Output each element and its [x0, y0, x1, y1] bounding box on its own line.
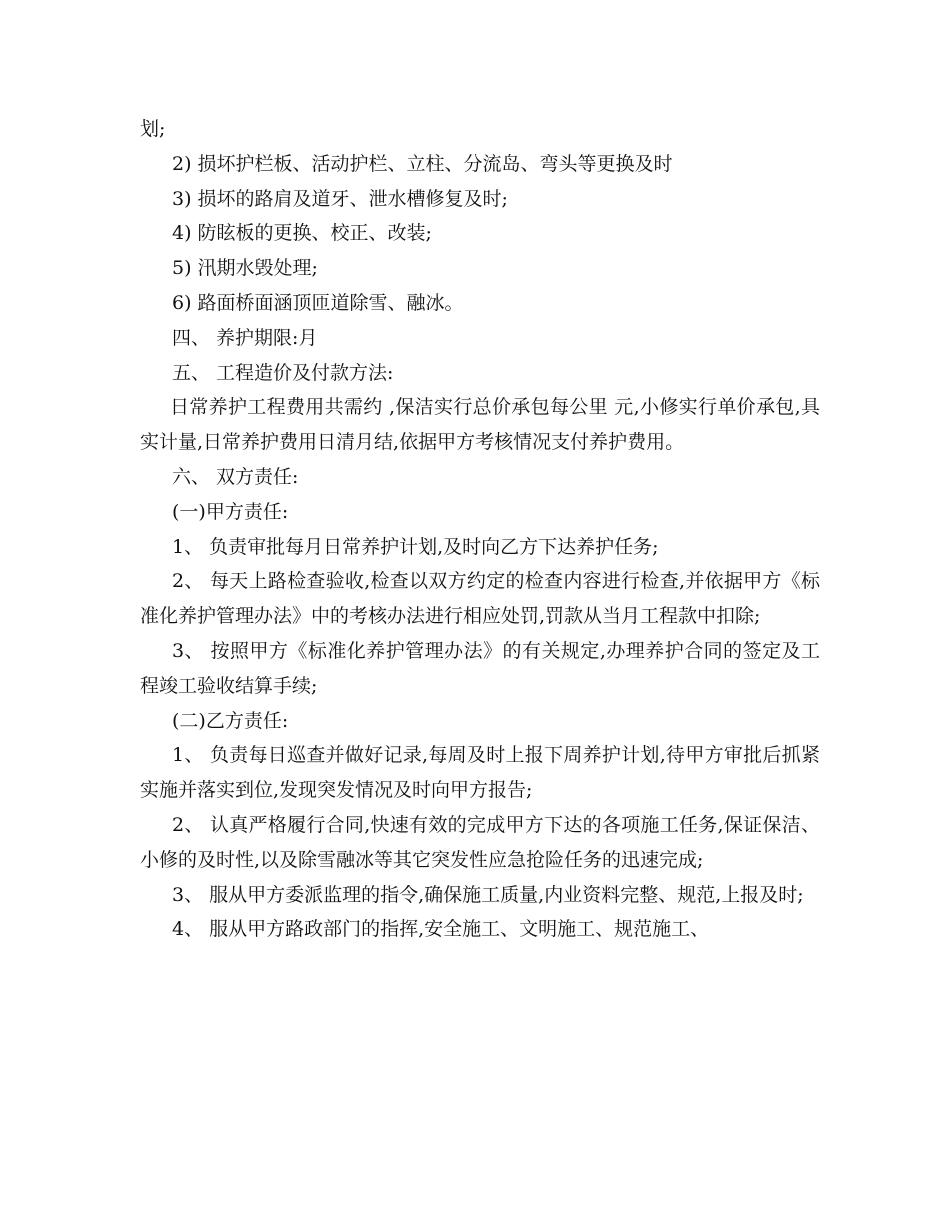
- paragraph-item-3: 3) 损坏的路肩及道牙、泄水槽修复及时;: [172, 187, 508, 210]
- paragraph-item-6: 6) 路面桥面涵顶匝道除雪、融冰。: [172, 291, 464, 314]
- party-b-item-1: 1、 负责每日巡查并做好记录,每周及时上报下周养护计划,待甲方审批后抓紧实施并落实到位,发现突发情况及时向甲方报告;: [140, 744, 820, 802]
- paragraph-item-2: 2) 损坏护栏板、活动护栏、立柱、分流岛、弯头等更换及时: [172, 152, 673, 175]
- party-b-item-3: 3、 服从甲方委派监理的指令,确保施工质量,内业资料完整、规范,上报及时;: [172, 883, 804, 906]
- party-b-item-2: 2、 认真严格履行合同,快速有效的完成甲方下达的各项施工任务,保证保洁、小修的及时性,以及除雪融冰等其它突发性应急抢险任务的迅速完成;: [140, 813, 820, 871]
- paragraph-item-5: 5) 汛期水毁处理;: [172, 257, 318, 280]
- party-a-item-3: 3、 按照甲方《标准化养护管理办法》的有关规定,办理养护合同的签定及工程竣工验收结算手续;: [140, 639, 820, 697]
- party-b-item-4: 4、 服从甲方路政部门的指挥,安全施工、文明施工、规范施工、: [172, 918, 710, 941]
- subsection-heading-party-a: (一)甲方责任:: [172, 500, 289, 523]
- subsection-heading-party-b: (二)乙方责任:: [172, 709, 289, 732]
- party-a-item-2: 2、 每天上路检查验收,检查以双方约定的检查内容进行检查,并依据甲方《标准化养护管理办法》中的考核办法进行相应处罚,罚款从当月工程款中扣除;: [140, 570, 820, 628]
- paragraph-cost: 日常养护工程费用共需约 ,保洁实行总价承包每公里 元,小修实行单价承包,具实计量,日常养护费用日清月结,依据甲方考核情况支付养护费用。: [140, 396, 820, 454]
- section-heading-4: 四、 养护期限:月: [172, 326, 318, 349]
- document-page: [140, 112, 820, 947]
- paragraph-item-4: 4) 防眩板的更换、校正、改装;: [172, 222, 432, 245]
- paragraph-continuation: 划;: [140, 118, 166, 140]
- section-heading-5: 五、 工程造价及付款方法:: [172, 361, 394, 384]
- section-heading-6: 六、 双方责任:: [172, 465, 299, 488]
- party-a-item-1: 1、 负责审批每月日常养护计划,及时向乙方下达养护任务;: [172, 535, 659, 558]
